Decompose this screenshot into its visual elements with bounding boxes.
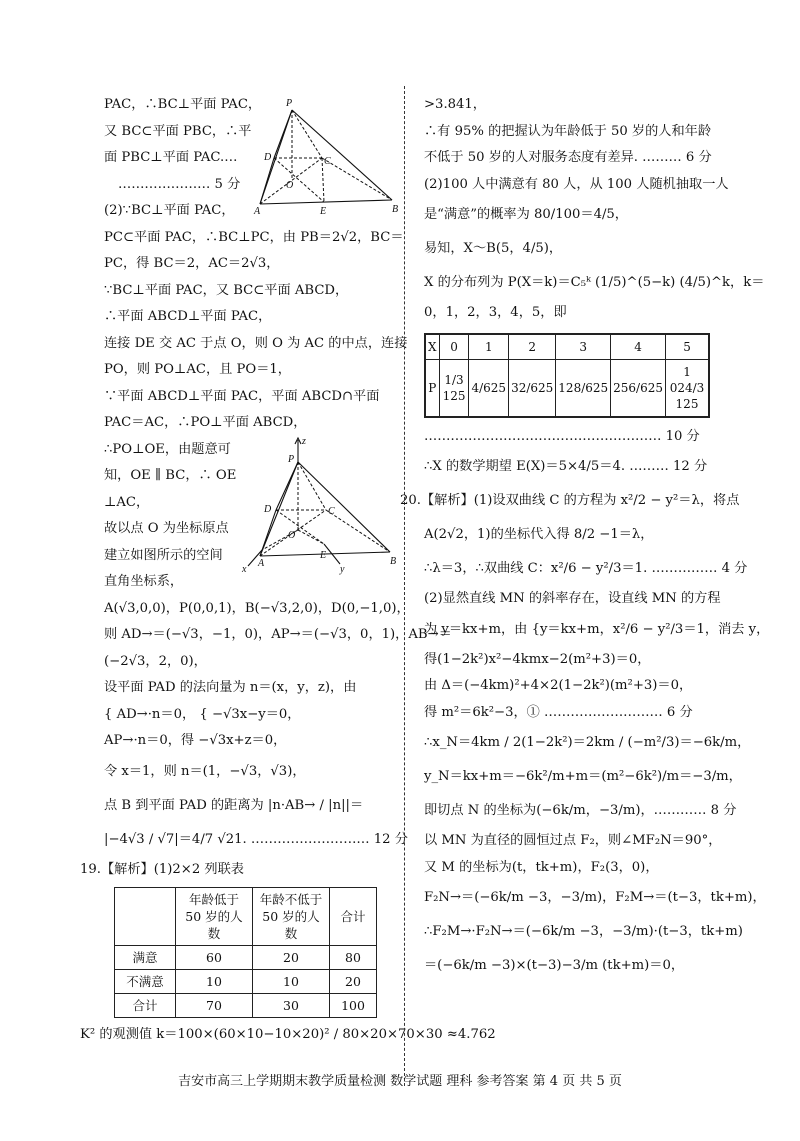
- vertex-label: O: [286, 180, 294, 191]
- table-header: 2: [509, 334, 556, 360]
- table-cell: 10: [176, 970, 253, 994]
- text-line: |−4√3 / √7|＝4/7 √21. ……………………… 12 分: [104, 831, 408, 847]
- text-line: X 的分布列为 P(X＝k)＝C₅ᵏ (1/5)^(5−k) (4/5)^k，k＝: [424, 275, 765, 290]
- text-line: ∴λ＝3，∴双曲线 C：x²/6 − y²/3＝1. …………… 4 分: [424, 561, 748, 576]
- text-line: 点 B 到平面 PAD 的距离为 |n·AB→ / |n||＝: [104, 797, 364, 813]
- text-line: y_N＝kx+m＝−6k²/m+m＝(m²−6k²)/m＝−3/m，: [424, 769, 742, 784]
- table-row: [425, 359, 709, 417]
- text-line: 直角坐标系，: [104, 574, 184, 589]
- right-column: [400, 92, 770, 983]
- vertex-label: P: [286, 98, 293, 109]
- vertex-label: A: [254, 206, 261, 217]
- table-cell: 80: [330, 946, 377, 970]
- distribution-table: [424, 333, 710, 418]
- table-header: X: [425, 334, 439, 360]
- vertex-label: B: [392, 204, 399, 215]
- text-line: ∴平面 ABCD⊥平面 PAC，: [104, 309, 272, 324]
- table-row: [115, 970, 377, 994]
- text-line: 0，1，2，3，4，5，即: [424, 305, 567, 320]
- text-line: 19.【解析】(1)2×2 列联表: [80, 861, 244, 877]
- table-header: 5: [666, 334, 709, 360]
- text-line: AP→·n＝0，得 −√3x+z＝0，: [104, 733, 287, 748]
- text-line: 故以点 O 为坐标原点: [104, 521, 229, 536]
- text-line: ⊥AC，: [104, 494, 150, 510]
- table-row: [115, 994, 377, 1018]
- text-line: { AD→·n＝0， { −√3x−y＝0，: [104, 706, 301, 722]
- table-cell: 20: [253, 946, 330, 970]
- table-header: 年龄低于 50 岁的人数: [176, 888, 253, 946]
- text-line: A(2√2，1)的坐标代入得 8/2 −1＝λ，: [424, 527, 654, 542]
- text-line: 即切点 N 的坐标为(−6k/m，−3/m)，………… 8 分: [424, 803, 737, 818]
- text-line: ∴x_N＝4km / 2(1−2k²)＝2km / (−m²/3)＝−6k/m，: [424, 735, 751, 750]
- table-cell: 4/625: [469, 359, 509, 417]
- pyramid-figure-2: [240, 434, 402, 574]
- text-line: 20.【解析】(1)设双曲线 C 的方程为 x²/2 − y²＝λ，将点: [400, 493, 740, 508]
- table-cell: 60: [176, 946, 253, 970]
- table-header: 合计: [330, 888, 377, 946]
- text-line: 建立如图所示的空间: [104, 547, 223, 563]
- axis-label: x: [242, 564, 247, 575]
- text-line: 知，OE ∥ BC，∴ OE: [104, 468, 237, 483]
- text-line: 令 x＝1，则 n＝(1，−√3，√3)，: [104, 763, 306, 779]
- table-cell: 合计: [115, 994, 176, 1018]
- table-cell: 128/625: [556, 359, 611, 417]
- table-row: [115, 946, 377, 970]
- text-line: PC，得 BC＝2，AC＝2√3，: [104, 256, 280, 271]
- text-line: ∴X 的数学期望 E(X)＝5×4/5＝4. ……… 12 分: [424, 459, 708, 474]
- text-line: 由 Δ＝(−4km)²+4×2(1−2k²)(m²+3)＝0，: [424, 678, 693, 693]
- table-cell: P: [425, 359, 439, 417]
- table-cell: 10: [253, 970, 330, 994]
- table-header: 3: [556, 334, 611, 360]
- text-line: 易知，X～B(5，4/5)，: [424, 241, 563, 256]
- table-cell: 30: [253, 994, 330, 1018]
- table-header: 1: [469, 334, 509, 360]
- table-header: [115, 888, 176, 946]
- table-cell: 1/3 125: [439, 359, 469, 417]
- text-line: 以 MN 为直径的圆恒过点 F₂，则∠MF₂N＝90°，: [424, 833, 722, 848]
- text-line: K² 的观测值 k＝100×(60×10−10×20)² / 80×20×70×30 ≈4.762: [80, 1027, 496, 1042]
- text-line: ……………………………………………… 10 分: [424, 428, 700, 444]
- text-line: (−2√3，2，0)，: [104, 653, 207, 669]
- text-line: F₂N→＝(−6k/m −3，−3/m)，F₂M→＝(t−3，tk+m)，: [424, 890, 766, 905]
- vertex-label: C: [324, 156, 331, 167]
- text-line: PAC＝AC，∴PO⊥平面 ABCD，: [104, 415, 307, 430]
- vertex-label: A: [258, 558, 265, 569]
- text-line: ∴有 95% 的把握认为年龄低于 50 岁的人和年龄: [424, 123, 712, 139]
- table-cell: 1 024/3 125: [666, 359, 709, 417]
- vertex-label: D: [264, 152, 272, 163]
- table-row: [425, 334, 709, 360]
- text-line: (2)100 人中满意有 80 人，从 100 人随机抽取一人: [424, 176, 729, 192]
- text-line: ∴F₂M→·F₂N→＝(−6k/m −3，−3/m)·(t−3，tk+m): [424, 924, 743, 939]
- table-cell: 不满意: [115, 970, 176, 994]
- table-cell: 32/625: [509, 359, 556, 417]
- text-line: 连接 DE 交 AC 于点 O，则 O 为 AC 的中点，连接: [104, 335, 408, 351]
- text-line: (2)显然直线 MN 的斜率存在，设直线 MN 的方程: [424, 591, 721, 606]
- table-cell: 256/625: [611, 359, 666, 417]
- text-line: 又 BC⊂平面 PBC，∴平: [104, 123, 252, 139]
- text-line: ∴PO⊥OE，由题意可: [104, 441, 231, 457]
- contingency-table: [114, 887, 377, 1018]
- text-line: 面 PBC⊥平面 PAC.…: [104, 150, 238, 165]
- text-line: 是“满意”的概率为 80/100＝4/5，: [424, 207, 628, 222]
- vertex-label: E: [320, 550, 327, 561]
- text-line: ∵平面 ABCD⊥平面 PAC，平面 ABCD∩平面: [104, 388, 380, 404]
- vertex-label: O: [288, 530, 296, 541]
- vertex-label: B: [390, 556, 397, 567]
- text-line: PAC，∴BC⊥平面 PAC，: [104, 97, 262, 112]
- axis-label: y: [340, 564, 345, 575]
- table-cell: 100: [330, 994, 377, 1018]
- text-line: A(√3,0,0)，P(0,0,1)，B(−√3,2,0)，D(0,−1,0)，: [104, 600, 410, 616]
- vertex-label: D: [264, 504, 272, 515]
- table-header: 4: [611, 334, 666, 360]
- text-line: 设平面 PAD 的法向量为 n＝(x，y，z)，由: [104, 680, 357, 695]
- text-line: ＝(−6k/m −3)×(t−3)−3/m (tk+m)＝0，: [424, 958, 685, 973]
- text-line: 则 AD→＝(−√3，−1，0)，AP→＝(−√3，0，1)，AB→＝: [104, 627, 452, 642]
- text-line: PO，则 PO⊥AC，且 PO＝1，: [104, 362, 291, 377]
- table-cell: 20: [330, 970, 377, 994]
- text-line: 又 M 的坐标为(t，tk+m)，F₂(3，0)，: [424, 859, 659, 875]
- text-line: (2)∵BC⊥平面 PAC，: [104, 203, 235, 218]
- column-divider: [404, 86, 405, 1086]
- table-header: 年龄不低于 50 岁的人数: [253, 888, 330, 946]
- axis-label: z: [302, 436, 306, 447]
- table-header: 0: [439, 334, 469, 360]
- text-line: 得 m²＝6k²−3，① ……………………… 6 分: [424, 704, 693, 720]
- text-line: 不低于 50 岁的人对服务态度有差异. ……… 6 分: [424, 150, 712, 165]
- vertex-label: C: [328, 506, 335, 517]
- text-line: ………………… 5 分: [118, 176, 241, 192]
- page-footer: 吉安市高三上学期期末教学质量检测 数学试题 理科 参考答案 第 4 页 共 5 页: [178, 1074, 622, 1089]
- table-row: [115, 888, 377, 946]
- vertex-label: P: [288, 454, 295, 465]
- text-line: 得(1−2k²)x²−4kmx−2(m²+3)＝0，: [424, 651, 651, 667]
- text-line: PC⊂平面 PAC，∴BC⊥PC，由 PB＝2√2，BC＝: [104, 229, 404, 245]
- text-line: 为 y＝kx+m，由 {y＝kx+m，x²/6 − y²/3＝1，消去 y，: [424, 621, 770, 637]
- table-cell: 满意: [115, 946, 176, 970]
- text-line: >3.841，: [424, 97, 486, 112]
- text-line: ∵BC⊥平面 PAC，又 BC⊂平面 ABCD，: [104, 282, 349, 298]
- table-cell: 70: [176, 994, 253, 1018]
- pyramid-figure-1: [252, 96, 402, 218]
- vertex-label: E: [320, 206, 327, 217]
